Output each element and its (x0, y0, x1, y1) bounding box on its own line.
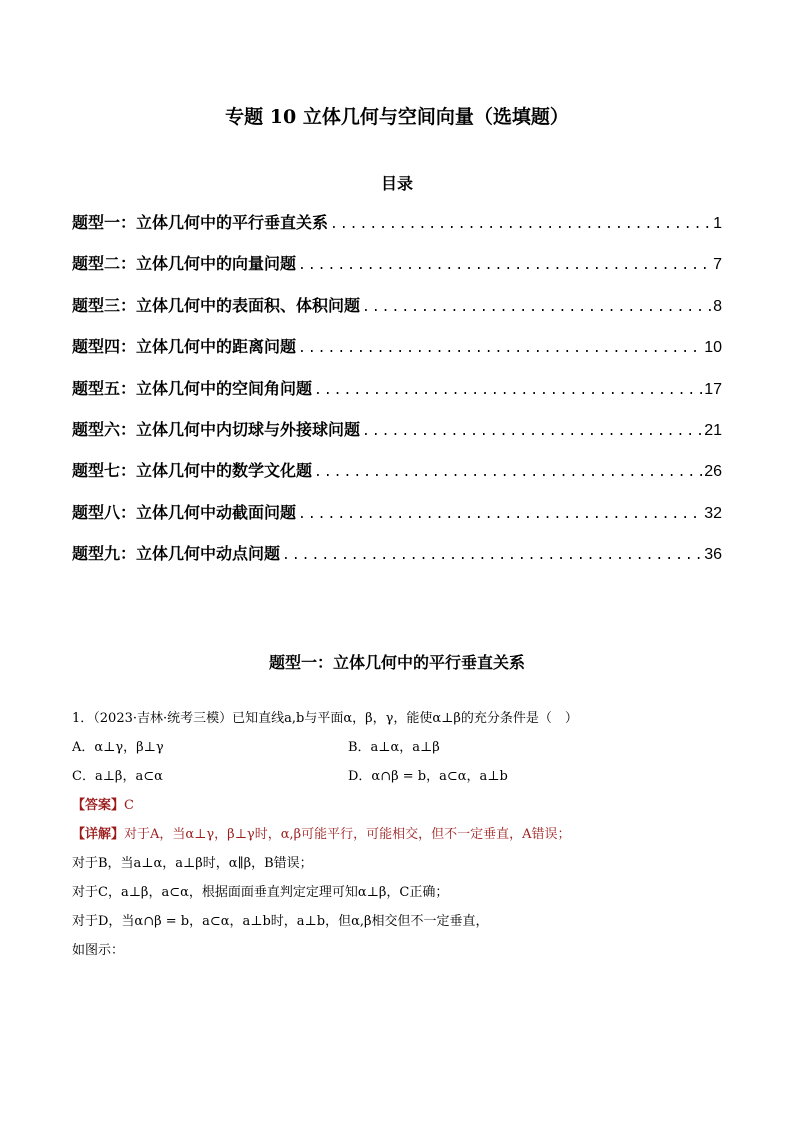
detail-text: 对于A，当α⊥γ，β⊥γ时，α,β可能平行，可能相交，但不一定垂直，A错误； (124, 827, 571, 842)
table-of-contents (72, 210, 722, 583)
toc-heading: 目录 (380, 174, 413, 193)
toc-leader-dots (298, 507, 702, 522)
toc-leader-dots (282, 548, 702, 563)
toc-entry-label: 题型一：立体几何中的平行垂直关系 (72, 213, 329, 232)
toc-entry[interactable] (72, 334, 722, 375)
option-b: B．a⊥α，a⊥β (348, 740, 440, 755)
toc-entry-label: 题型七：立体几何中的数学文化题 (72, 461, 313, 481)
toc-entry[interactable] (72, 251, 722, 292)
toc-leader-dots (362, 424, 702, 439)
toc-leader-dots (362, 300, 711, 315)
options-row (72, 766, 722, 795)
detail-tag: 【详解】 (72, 827, 125, 842)
toc-leader-dots (314, 465, 702, 480)
toc-entry[interactable] (72, 210, 722, 251)
option-a: A．α⊥γ，β⊥γ (72, 740, 164, 755)
toc-entry[interactable] (72, 417, 722, 458)
detail-line: 对于D，当α∩β = b，a⊂α，a⊥b时，a⊥b，但α,β相交但不一定垂直， (72, 914, 489, 929)
toc-entry-page: 17 (704, 380, 722, 398)
question-stem: 1．（2023·吉林·统考三模）已知直线a,b与平面α，β，γ，能使α⊥β的充分条件是（ ） (72, 711, 578, 726)
section-heading: 题型一：立体几何中的平行垂直关系 (268, 653, 525, 672)
options-row (72, 737, 722, 766)
toc-entry-page: 8 (713, 297, 722, 315)
toc-entry-label: 题型四：立体几何中的距离问题 (72, 337, 297, 357)
toc-entry-page: 26 (704, 463, 722, 481)
toc-entry-page: 10 (704, 339, 722, 357)
toc-leader-dots (298, 258, 711, 273)
detail-line: 对于C，a⊥β，a⊂α，根据面面垂直判定定理可知α⊥β，C正确； (72, 885, 449, 900)
toc-entry-label: 题型五：立体几何中的空间角问题 (72, 378, 313, 398)
answer-value: C (124, 798, 134, 813)
toc-leader-dots (330, 217, 711, 232)
toc-entry-label: 题型三：立体几何中的表面积、体积问题 (72, 295, 361, 315)
detail-line: 如图示： (72, 943, 125, 958)
toc-entry-label: 题型八：立体几何中动截面问题 (72, 502, 297, 522)
detail-line (72, 824, 722, 853)
toc-entry[interactable] (72, 458, 722, 499)
answer-tag: 【答案】 (72, 798, 125, 813)
toc-entry-label: 题型二：立体几何中的向量问题 (72, 254, 297, 274)
toc-entry-page: 32 (704, 504, 722, 522)
toc-entry-page: 1 (713, 215, 722, 232)
answer-line (72, 795, 722, 824)
toc-leader-dots (314, 383, 702, 398)
toc-entry[interactable] (72, 541, 722, 582)
option-d: D．α∩β = b，a⊂α，a⊥b (348, 769, 508, 784)
toc-entry-label: 题型九：立体几何中动点问题 (72, 544, 281, 564)
toc-entry-page: 36 (704, 546, 722, 564)
toc-entry-page: 7 (713, 256, 722, 274)
toc-entry[interactable] (72, 293, 722, 334)
question-block (72, 708, 722, 969)
toc-entry-label: 题型六：立体几何中内切球与外接球问题 (72, 419, 361, 439)
toc-entry[interactable] (72, 376, 722, 417)
toc-entry[interactable] (72, 500, 722, 541)
toc-entry-page: 21 (704, 421, 722, 439)
toc-leader-dots (298, 341, 702, 356)
option-c: C．a⊥β，a⊂α (72, 769, 163, 784)
detail-line: 对于B，当a⊥α，a⊥β时，α∥β，B错误； (72, 856, 313, 871)
document-title: 专题 10 立体几何与空间向量（选填题） (225, 106, 569, 128)
